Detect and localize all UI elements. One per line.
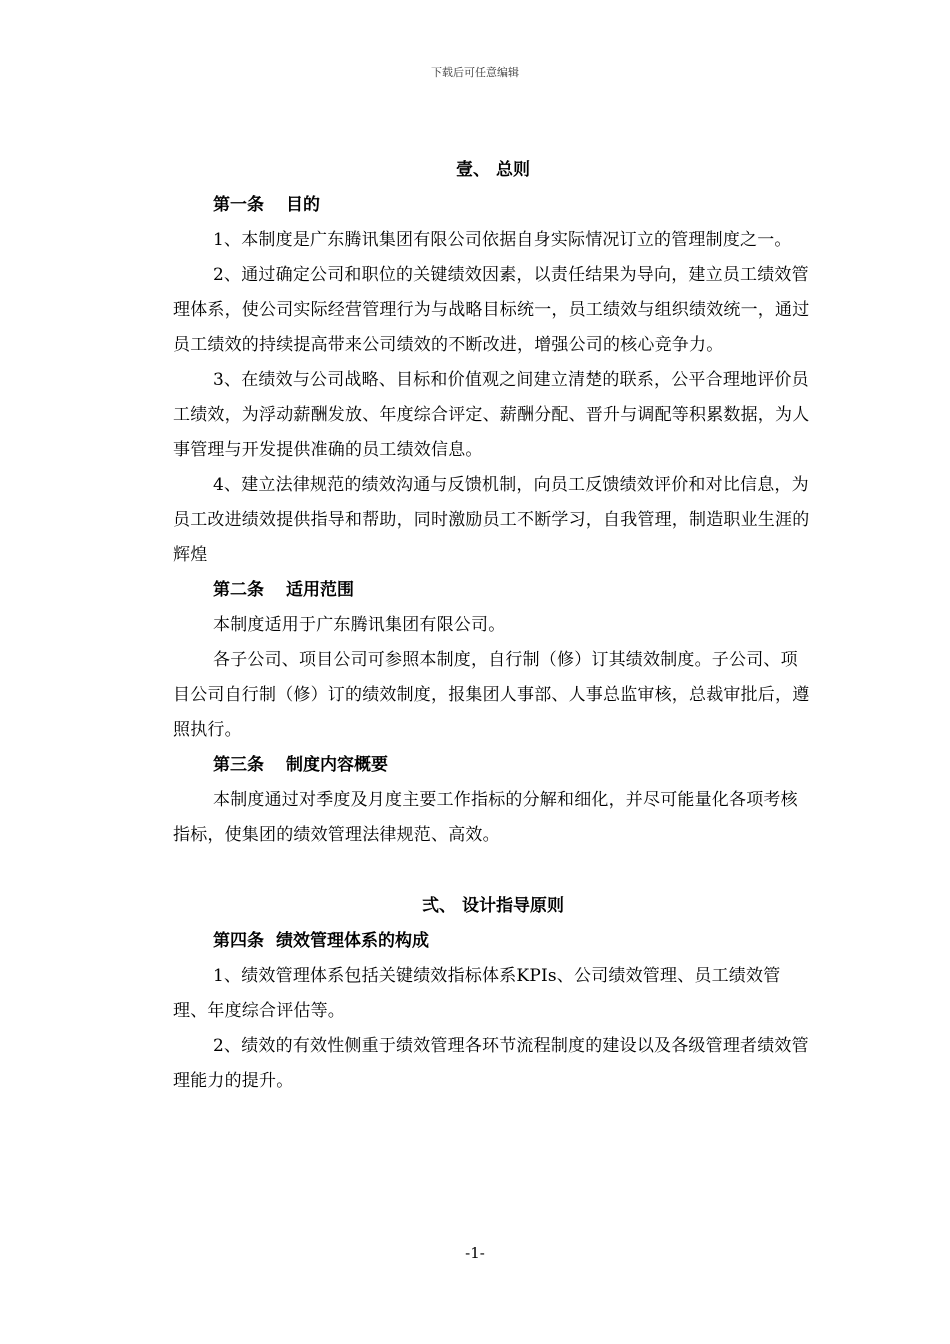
article-heading <box>173 924 813 959</box>
paragraph: 本制度适用于广东腾讯集团有限公司。 <box>213 615 506 635</box>
article-number: 第一条 <box>213 195 264 215</box>
page-header: 下载后可任意编辑 <box>431 66 519 79</box>
article-title: 制度内容概要 <box>286 755 388 775</box>
article-title: 绩效管理体系的构成 <box>276 931 429 951</box>
article-title: 适用范围 <box>286 580 354 600</box>
paragraph: 本制度通过对季度及月度主要工作指标的分解和细化，并尽可能量化各项考核指标，使集团的绩效管理法律规范、高效。 <box>173 790 798 845</box>
paragraph: 2、绩效的有效性侧重于绩效管理各环节流程制度的建设以及各级管理者绩效管理能力的提升。 <box>173 1036 809 1091</box>
paragraph: 1、本制度是广东腾讯集团有限公司依据自身实际情况订立的管理制度之一。 <box>213 230 792 250</box>
article-title: 目的 <box>286 195 320 215</box>
article-number: 第二条 <box>213 580 264 600</box>
article-number: 第四条 <box>213 931 264 951</box>
article-heading <box>173 573 813 608</box>
article-number: 第三条 <box>213 755 264 775</box>
page-number: -1- <box>465 1244 485 1262</box>
section-title: 弍、 设计指导原则 <box>422 896 564 916</box>
section-spacer <box>173 853 813 889</box>
document-body <box>173 153 813 1099</box>
article-heading <box>173 188 813 223</box>
section-title: 壹、 总则 <box>456 160 530 180</box>
paragraph: 3、在绩效与公司战略、目标和价值观之间建立清楚的联系，公平合理地评价员工绩效，为浮动薪酬发放、年度综合评定、薪酬分配、晋升与调配等积累数据，为人事管理与开发提供准确的员工绩效信息。 <box>173 370 810 460</box>
paragraph: 各子公司、项目公司可参照本制度，自行制（修）订其绩效制度。子公司、项目公司自行制（修）订的绩效制度，报集团人事部、人事总监审核，总裁审批后，遵照执行。 <box>173 650 810 740</box>
paragraph: 2、通过确定公司和职位的关键绩效因素，以责任结果为导向，建立员工绩效管理体系，使公司实际经营管理行为与战略目标统一，员工绩效与组织绩效统一，通过员工绩效的持续提高带来公司绩效的不断改进，增强公司的核心竞争力。 <box>173 265 810 355</box>
paragraph: 1、绩效管理体系包括关键绩效指标体系KPIs、公司绩效管理、员工绩效管理、年度综合评估等。 <box>173 966 781 1021</box>
article-heading <box>173 748 813 783</box>
paragraph: 4、建立法律规范的绩效沟通与反馈机制，向员工反馈绩效评价和对比信息，为员工改进绩效提供指导和帮助，同时激励员工不断学习，自我管理，制造职业生涯的辉煌 <box>173 475 810 565</box>
